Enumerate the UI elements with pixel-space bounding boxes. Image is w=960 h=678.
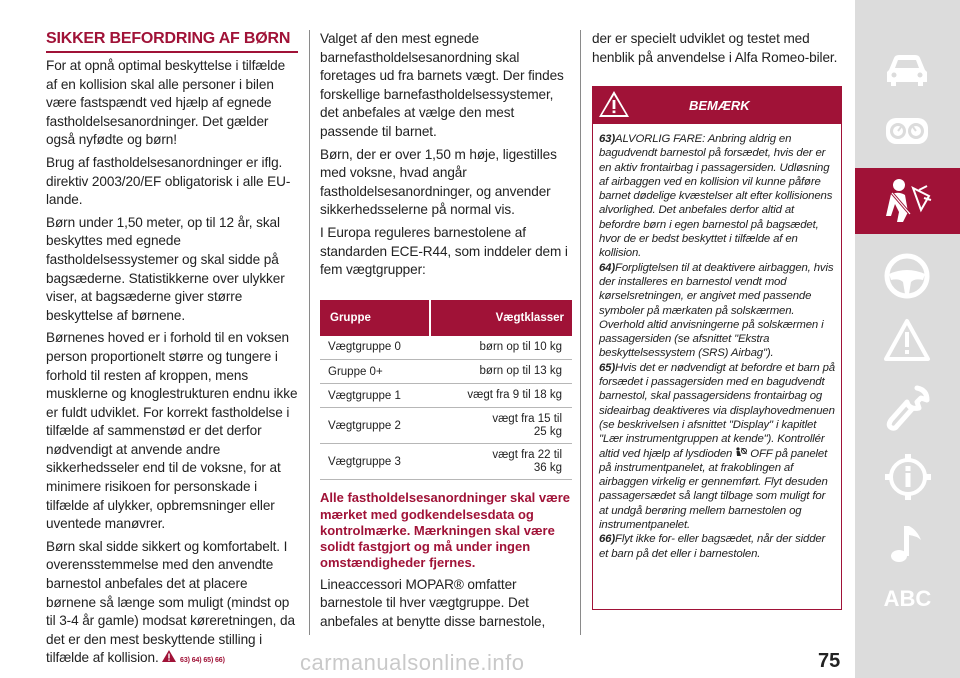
warning-triangle-icon: [597, 89, 631, 119]
sidebar-item-index[interactable]: ABC: [883, 586, 932, 611]
music-note-icon: [883, 520, 931, 568]
note-item: [599, 132, 835, 261]
table-row: [320, 360, 572, 384]
note-box: [592, 86, 842, 610]
note-text: Hvis det er nødvendigt at befordre et barn på forsædet i passagersiden med en bagudvendt barnestol, skal passagersidens frontairbag og sideairbag deaktiveres via displayhovedmenuen (se beskrivelsen i afsnittet "Display" i kapitlet "Lær instrumentgruppen at kende"). Kontrollér altid ved hjælp af lysdioden: [599, 361, 835, 460]
right-column: [592, 30, 842, 71]
info-gear-icon: [883, 452, 933, 502]
paragraph-mopar: Lineaccessori MOPAR® omfatter barnestole til hver vægtgruppe. Det anbefales at benytte disse barnestole,: [320, 576, 546, 629]
note-text: Flyt ikke for- eller bagsædet, når der sidder et barn på det eller i barnestolen.: [599, 533, 826, 560]
table-cell-weight-line1: vægt fra 22 til: [492, 448, 562, 461]
paragraph-directive: Brug af fastholdelsesanordninger er iflg. direktiv 2003/20/EF obligatorisk i alle EU-lande.: [46, 154, 291, 208]
page-number: 75: [818, 650, 841, 672]
table-cell-weight: [430, 444, 572, 480]
table-cell-weight: børn op til 13 kg: [430, 360, 572, 384]
note-references[interactable]: 63) 64) 65) 66): [180, 657, 225, 665]
column-divider-2: [580, 30, 581, 635]
paragraph-alfa-romeo: der er specielt udviklet og testet med henblik på anvendelse i Alfa Romeo-biler.: [592, 31, 838, 65]
left-column: [46, 30, 298, 675]
table-header-weight: Vægtklasser: [430, 300, 572, 336]
column-divider-1: [309, 30, 310, 635]
section-title: SIKKER BEFORDRING AF BØRN: [46, 30, 291, 47]
table-row: [320, 336, 572, 360]
sidebar-item-maintenance[interactable]: [855, 378, 960, 434]
airbag-off-icon: [735, 447, 747, 457]
table-cell-weight: børn op til 10 kg: [430, 336, 572, 360]
table-header-group: Gruppe: [320, 300, 430, 336]
middle-column: [320, 30, 572, 635]
sidebar-item-driving[interactable]: [855, 246, 960, 302]
paragraph-rear-seats: Børn under 1,50 meter, op til 12 år, skal beskyttes med egnede fastholdelsessystemer og skal sidde på bagsæderne. Statistikkerne over ulykker viser, at bagsæderne giver større beskyttelse af børnene.: [46, 214, 285, 323]
note-header: [593, 87, 841, 124]
note-text: OFF på panelet på instrumentpanelet, at frakoblingen af airbaggen virkelig er gennemført. Flyt desuden passagersædet så langt tilbage som muligt for at undgå berøring mellem barnestolen og instrumentpanelet.: [599, 447, 828, 532]
note-number: 66): [599, 533, 616, 546]
paragraph-height: Børn, der er over 1,50 m høje, ligestilles med voksne, hvad angår fastholdelsesanordninger, og anvender sikkerhedsselerne på normal vis.: [320, 146, 557, 218]
table-row: [320, 384, 572, 408]
paragraph-choice: Valget af den mest egnede barnefastholdelsesanordning skal foretages ud fra barnets vægt. Der findes forskellige barnefastholdelsessystemer, det anbefales at vælge den mest passende til barnet.: [320, 31, 564, 139]
table-cell-weight: vægt fra 9 til 18 kg: [430, 384, 572, 408]
note-item: [599, 532, 835, 561]
table-row: [320, 408, 572, 444]
note-body: [593, 124, 841, 561]
note-heading: BEMÆRK: [689, 98, 750, 113]
sidebar-item-safety[interactable]: [855, 168, 960, 234]
car-icon: [883, 50, 931, 90]
table-cell-weight-line2: 25 kg: [533, 425, 562, 438]
wrench-icon: [883, 384, 931, 432]
table-cell-weight: [430, 408, 572, 444]
table-row: [320, 444, 572, 480]
note-item: [599, 361, 835, 533]
table-cell-group: Vægtgruppe 0: [320, 336, 430, 360]
sidebar-item-technical-data[interactable]: [855, 446, 960, 502]
weight-group-table: [320, 300, 572, 481]
table-cell-group: Gruppe 0+: [320, 360, 430, 384]
sidebar-item-multimedia[interactable]: [855, 514, 960, 570]
sidebar-item-emergency[interactable]: [855, 312, 960, 368]
paragraph-comfort-text: Børn skal sidde sikkert og komfortabelt. I overensstemmelse med den anvendte barnestol anbefales det at placere børnene så længe som muligt (mindst op til 3-4 år gamle) modsat køreretningen, da det er den mest beskyttende stilling i tilfælde af kollision.: [46, 538, 295, 666]
table-cell-weight-line2: 36 kg: [533, 461, 562, 474]
warning-triangle-icon: [883, 318, 931, 362]
sidebar-item-instruments[interactable]: [855, 104, 960, 160]
table-cell-weight-line1: vægt fra 15 til: [492, 412, 562, 425]
note-number: 64): [599, 261, 616, 274]
chapter-sidebar: [855, 0, 960, 678]
title-underline: [46, 51, 298, 53]
paragraph-comfort: [46, 538, 298, 671]
note-text: Forpligtelsen til at deaktivere airbaggen, hvis der installeres en barnestol vendt mod kørselsretningen, er angivet med passende symboler på mærkaten på solskærmen. Overhold altid anvisningerne på solskærmen i passagersiden (se afsnittet "Ekstra beskyttelsessystem (SRS) Airbag").: [599, 261, 834, 360]
table-cell-group: Vægtgruppe 2: [320, 408, 430, 444]
sidebar-item-car[interactable]: [855, 44, 960, 100]
seat-belt-icon: [883, 176, 933, 226]
note-text: ALVORLIG FARE: Anbring aldrig en bagudvendt barnestol på forsædet, hvis der er en aktiv frontairbag i passagersiden. Udløsning af airbaggen ved en kollision vil kunne påføre barnet dødelige kvæstelser alt efter kollisionens alvorlighed. Det anbefales derfor altid at befordre børn i egen barnestol på bagsædet, hvor de er bedst beskyttet i tilfælde af en kollision.: [599, 133, 833, 260]
paragraph-protection: For at opnå optimal beskyttelse i tilfælde af en kollision skal alle personer i bilen være fastspændt ved hjælp af egnede fastholdelsesanordninger. Det gælder også nyfødte og børn!: [46, 58, 286, 148]
note-item: [599, 261, 835, 361]
warning-triangle-icon: [162, 650, 176, 662]
note-number: 63): [599, 133, 616, 145]
paragraph-child-anatomy: Børnenes hoved er i forhold til en voksen person proportionelt større og tungere i forhold til resten af kroppen, mens musklerne og knoglestrukturen endnu ikke er fuldt udviklet. For korrekt fastholdelse i tilfælde af sammenstød er det derfor nødvendigt at anvende andre sikkerhedsseler end til de voksne, for at minimere risikoen for personskade i tilfælde af ulykker, opbremsninger eller uventede manøvrer.: [46, 330, 298, 532]
paragraph-standard: I Europa reguleres barnestolene af standarden ECE-R44, som inddeler dem i fem vægtgrupper:: [320, 224, 568, 278]
approval-emphasis: Alle fastholdelsesanordninger skal være mærket med godkendelsesdata og kontrolmærke. Mærkningen skal være solidt fastgjort og må under ingen omstændigheder fjernes.: [320, 490, 570, 571]
table-cell-group: Vægtgruppe 3: [320, 444, 430, 480]
instrument-panel-icon: [883, 110, 931, 150]
steering-wheel-icon: [883, 252, 931, 300]
watermark: carmanualsonline.info: [300, 650, 525, 675]
note-number: 65): [599, 361, 616, 374]
table-cell-group: Vægtgruppe 1: [320, 384, 430, 408]
